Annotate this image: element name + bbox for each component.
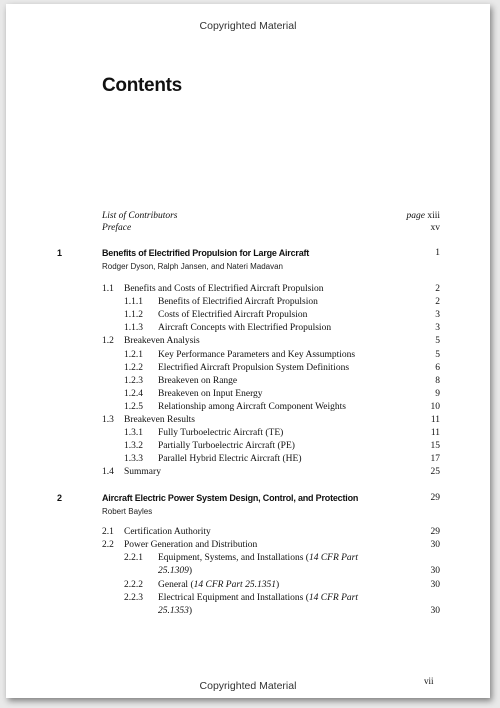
watermark-bottom: Copyrighted Material: [199, 680, 297, 692]
book-page: Copyrighted Material Contents List of Contributors page xiii Preface xv 1 Benefits of Electrified Propulsion for Large Aircraft 1 Rodger Dyson, Ralph Jansen, and Nateri Madavan 1.1 Benefits and Costs of Electrified Aircraft Propulsion 2 1.1.1 Benefits of Electrified Aircraft Propulsion 2 1.1.2 Costs of Electrified Aircraft Propulsion 3 1.1.3 Aircraft Concepts with Electrified Propulsion 3 1.2 Breakeven Analysis 5 1.2.1 Key Performance Parameters and Key Assumptions 5 1.2.2 Electrified Aircraft Propulsion System Definitions 6 1.2.3 Breakeven on Range 8 1.2.4 Breakeven on Input Energy 9 1.2.5 Relationship among Aircraft Component Weights 10 1.3 Breakeven Results 11 1.3.1 Fully Turboelectric Aircraft (TE) 11 1.3.2 Partially Turboelectric Aircraft (PE) 15 1.3.3 Parallel Hybrid Electric Aircraft (HE) 17 1.4 Summary 25 2 Aircraft Electric Power System Design, Control, and Protection 29 Robert Bayles 2.1 Certification Authority 29 2.2 Power Generation and Distribution 30 2.2.1 Equipment, Systems, and Installations (14 CFR Part 25.1309) 30 2.2.2 General (14 CFR Part 25.1351) 30 2.2.3 Electrical Equipment and Installations (14 CFR Part 25.1353) 30 vii Copyrighted Material: [6, 4, 490, 698]
toc-entry-page: page xiii: [406, 211, 440, 221]
chapter-page: 29: [430, 493, 440, 503]
toc-entry-title: List of Contributors: [102, 211, 178, 221]
watermark-top: Copyrighted Material: [199, 20, 297, 32]
page-number: vii: [424, 676, 434, 686]
contents-heading: Contents: [102, 75, 182, 96]
chapter-number: 1: [57, 248, 63, 258]
toc-entry-page: xv: [430, 223, 440, 233]
toc-entry-title: Preface: [102, 223, 132, 233]
chapter-title: Benefits of Electrified Propulsion for Large Aircraft: [102, 248, 310, 258]
chapter-title: Aircraft Electric Power System Design, Control, and Protection: [102, 493, 359, 503]
chapter-number: 2: [57, 493, 63, 503]
chapter-page: 1: [435, 248, 440, 258]
